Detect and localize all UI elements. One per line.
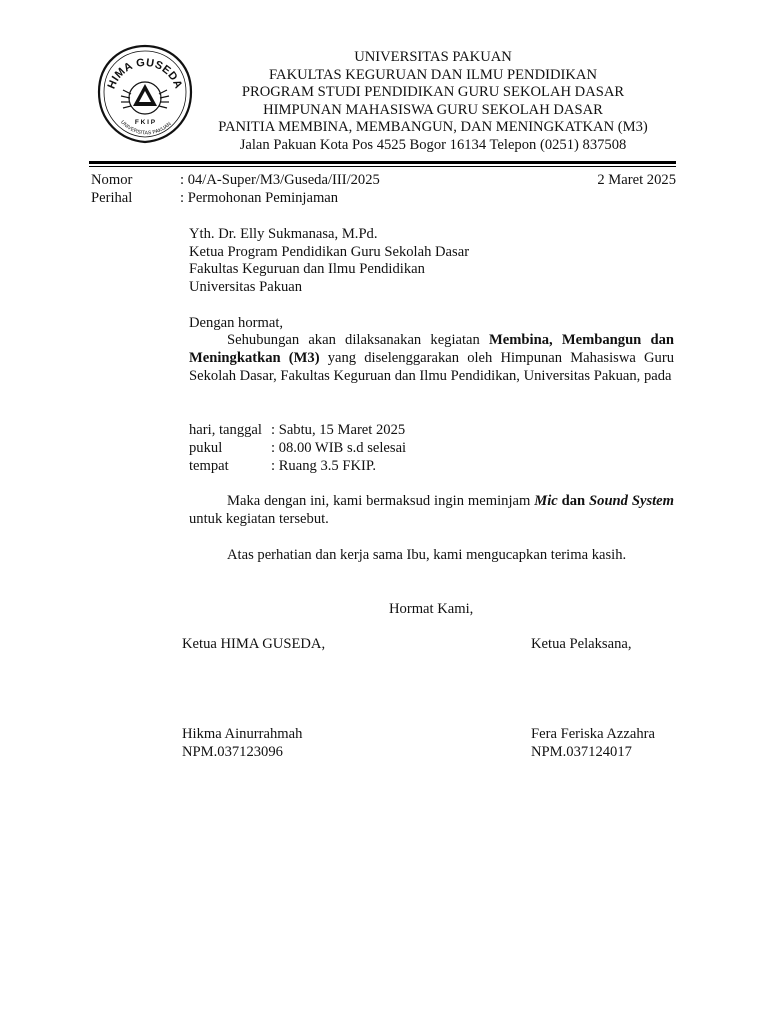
nomor-row	[91, 171, 676, 189]
detail-value-date: : Sabtu, 15 Maret 2025	[271, 422, 406, 438]
request-text-end: untuk kegiatan tersebut.	[189, 511, 329, 527]
right-signatory-title: Ketua Pelaksana,	[531, 636, 632, 652]
request-text-start: Maka dengan ini, kami bermaksud ingin meminjam	[227, 493, 535, 509]
recipient-name: Yth. Dr. Elly Sukmanasa, M.Pd.	[189, 226, 378, 242]
item-sound-system: Sound System	[589, 493, 675, 509]
logo-arc-text: HIMA GUSEDA	[105, 56, 185, 91]
nomor-label: Nomor	[91, 172, 133, 188]
detail-label-time: pukul	[189, 440, 223, 456]
closing-regards: Hormat Kami,	[389, 601, 474, 617]
letterhead-university: UNIVERSITAS PAKUAN	[354, 49, 512, 65]
item-mic: Mic	[534, 493, 558, 509]
detail-value-place: : Ruang 3.5 FKIP.	[271, 458, 377, 474]
detail-value-time: : 08.00 WIB s.d selesai	[271, 440, 407, 456]
perihal-label: Perihal	[91, 190, 133, 206]
recipient-position: Ketua Program Pendidikan Guru Sekolah Dasar	[189, 244, 470, 260]
recipient-university: Universitas Pakuan	[189, 279, 303, 295]
letterhead-address: Jalan Pakuan Kota Pos 4525 Bogor 16134 Telepon (0251) 837508	[239, 136, 627, 153]
hima-guseda-emblem-icon	[93, 42, 197, 146]
logo-lower-text: F K I P	[134, 119, 156, 126]
greeting: Dengan hormat,	[189, 315, 284, 331]
letterhead	[0, 0, 768, 170]
paragraph-thanks	[189, 546, 674, 564]
left-signatory-npm: NPM.037123096	[182, 744, 283, 760]
detail-label-place: tempat	[189, 458, 229, 474]
letterhead-association: HIMPUNAN MAHASISWA GURU SEKOLAH DASAR	[263, 101, 603, 118]
thanks-text: Atas perhatian dan kerja sama Ibu, kami mengucapkan terima kasih.	[227, 547, 627, 563]
perihal-value: : Permohonan Peminjaman	[180, 190, 339, 206]
perihal-row	[91, 189, 676, 207]
right-signatory-name: Fera Feriska Azzahra	[531, 726, 655, 742]
recipient-faculty: Fakultas Keguruan dan Ilmu Pendidikan	[189, 261, 425, 277]
detail-label-date: hari, tanggal	[189, 422, 262, 438]
letterhead-program: PROGRAM STUDI PENDIDIKAN GURU SEKOLAH DASAR	[241, 84, 625, 101]
letterhead-divider-thick	[89, 161, 676, 164]
intro-text-start: Sehubungan akan dilaksanakan kegiatan	[227, 332, 490, 348]
logo-bottom-arc-text: UNIVERSITAS PAKUAN	[119, 119, 173, 137]
letterhead-committee: PANITIA MEMBINA, MEMBANGUN, DAN MENINGKATKAN (M3)	[218, 119, 648, 136]
paragraph-intro	[189, 331, 674, 385]
nomor-value: : 04/A-Super/M3/Guseda/III/2025	[180, 172, 380, 188]
left-signatory-name: Hikma Ainurrahmah	[182, 726, 303, 742]
right-signatory-npm: NPM.037124017	[531, 744, 632, 760]
letterhead-divider-thin	[89, 166, 676, 167]
left-signatory-title: Ketua HIMA GUSEDA,	[182, 636, 326, 652]
activity-name: Membina, Membangun dan Meningkatkan (M3)	[189, 332, 675, 366]
letter-date: 2 Maret 2025	[597, 172, 676, 188]
intro-text-end: yang diselenggarakan oleh Himpunan Mahasiswa Guru Sekolah Dasar, Fakultas Keguruan dan Ilmu Pendidikan, Universitas Pakuan, pada	[189, 350, 674, 384]
letterhead-faculty: FAKULTAS KEGURUAN DAN ILMU PENDIDIKAN	[269, 66, 597, 83]
letterhead-text	[200, 49, 666, 155]
paragraph-request	[189, 492, 674, 528]
item-conjunction: dan	[557, 493, 590, 509]
